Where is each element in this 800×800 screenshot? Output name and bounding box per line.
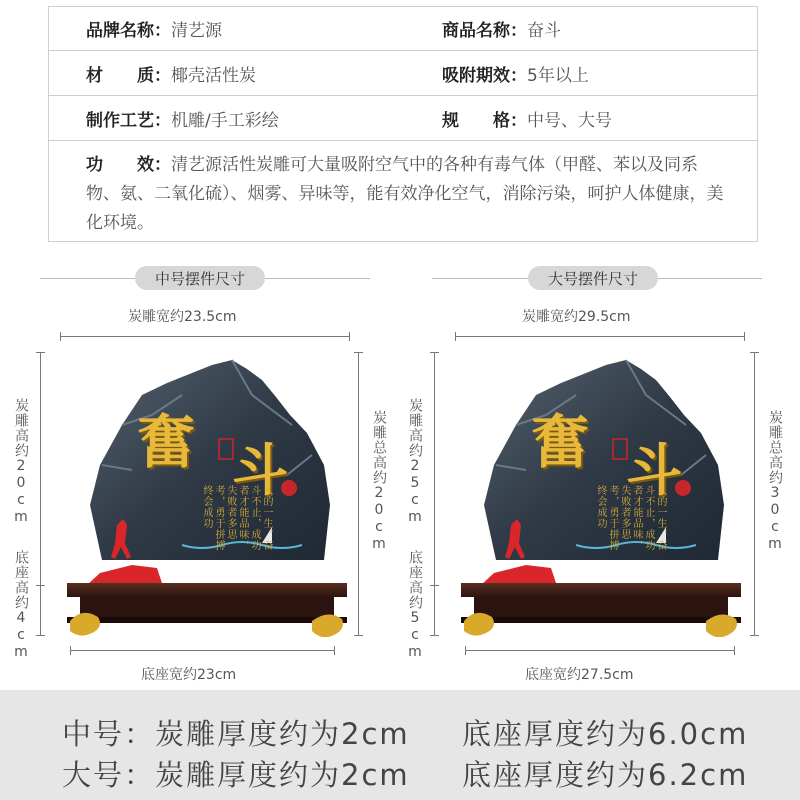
medium-carving-height-label: 炭雕高约20cm	[13, 398, 29, 526]
medium-carving-thickness: 中号：炭雕厚度约为2cm	[62, 717, 410, 751]
medium-left-divider-tick	[36, 585, 45, 586]
base-body	[474, 597, 728, 617]
medium-carving-width-line	[60, 336, 350, 337]
size-value: 中号、大号	[527, 110, 612, 131]
medium-carving-product	[62, 355, 352, 637]
material-label: 材 质：	[86, 65, 171, 86]
effect-value: 清艺源活性炭雕可大量吸附空气中的各种有毒气体（甲醛、苯以及同系物、氨、二氧化硫）、烟雾、异味等，能有效净化空气，消除污染，呵护人体健康，美化环境。	[86, 155, 724, 233]
medium-big-char-2: 斗	[232, 438, 288, 504]
base-top	[461, 583, 741, 597]
adsorb-label: 吸附期效：	[442, 65, 527, 86]
large-total-height-label: 炭雕总高约30cm	[767, 410, 783, 553]
large-carving-width-line	[455, 336, 745, 337]
large-left-dim-line	[434, 352, 435, 636]
material-value: 椰壳活性炭	[171, 65, 256, 86]
size-label: 规 格：	[442, 110, 527, 131]
medium-poem: 人的一生，奋斗不止，成功者才能品味，失败者多思考，勇于拼搏终会成功	[201, 485, 272, 551]
base-body	[80, 597, 334, 617]
gold-foot-left	[464, 613, 494, 636]
craft-value: 机雕/手工彩绘	[171, 110, 279, 131]
base-top	[67, 583, 347, 597]
thickness-info-box	[0, 690, 800, 800]
adsorb-value: 5年以上	[527, 65, 589, 86]
spec-row-craft	[49, 96, 757, 141]
medium-base-height-label: 底座高约4cm	[13, 550, 29, 661]
large-carving-width-label: 炭雕宽约29.5cm	[519, 306, 634, 326]
medium-thickness-line	[62, 712, 749, 753]
large-left-divider-tick	[430, 585, 439, 586]
brand-value: 清艺源	[171, 21, 222, 41]
medium-base-width-label: 底座宽约23cm	[138, 664, 239, 684]
medium-title-pill: 中号摆件尺寸	[135, 266, 265, 290]
medium-base-width-line	[70, 650, 335, 651]
spec-table	[48, 6, 758, 242]
spec-row-material	[49, 51, 757, 96]
large-base-height-label: 底座高约5cm	[407, 550, 423, 661]
spec-row-effect	[49, 141, 757, 242]
craft-label: 制作工艺：	[86, 110, 171, 131]
medium-big-char-1: 奮	[137, 408, 196, 476]
base-bottom	[461, 617, 741, 623]
base-bottom	[67, 617, 347, 623]
large-base-width-label: 底座宽约27.5cm	[522, 664, 637, 684]
large-poem: 人的一生，奋斗不止，成功者才能品味，失败者多思考，勇于拼搏终会成功	[595, 485, 666, 551]
large-carving-height-label: 炭雕高约25cm	[407, 398, 423, 526]
medium-base-thickness: 底座厚度约为6.0cm	[462, 717, 749, 751]
large-right-dim-line	[754, 352, 755, 636]
large-base-thickness: 底座厚度约为6.2cm	[462, 758, 749, 792]
medium-carving-width-label: 炭雕宽约23.5cm	[125, 306, 240, 326]
large-title-pill: 大号摆件尺寸	[528, 266, 658, 290]
large-base-width-line	[465, 650, 735, 651]
spec-row-brand	[49, 7, 757, 51]
gold-foot-left	[70, 613, 100, 636]
medium-total-height-label: 炭雕总高约20cm	[371, 410, 387, 553]
product-name-value: 奋斗	[527, 21, 561, 41]
medium-left-dim-line	[40, 352, 41, 636]
medium-right-dim-line	[358, 352, 359, 636]
effect-label: 功 效：	[86, 155, 171, 175]
product-name-label: 商品名称：	[442, 21, 527, 41]
large-thickness-line	[62, 753, 749, 794]
brand-label: 品牌名称：	[86, 21, 171, 41]
large-carving-thickness: 大号：炭雕厚度约为2cm	[62, 758, 410, 792]
large-big-char-1: 奮	[531, 408, 590, 476]
large-big-char-2: 斗	[626, 438, 682, 504]
large-carving-product	[456, 355, 746, 637]
red-mountain	[481, 565, 556, 585]
